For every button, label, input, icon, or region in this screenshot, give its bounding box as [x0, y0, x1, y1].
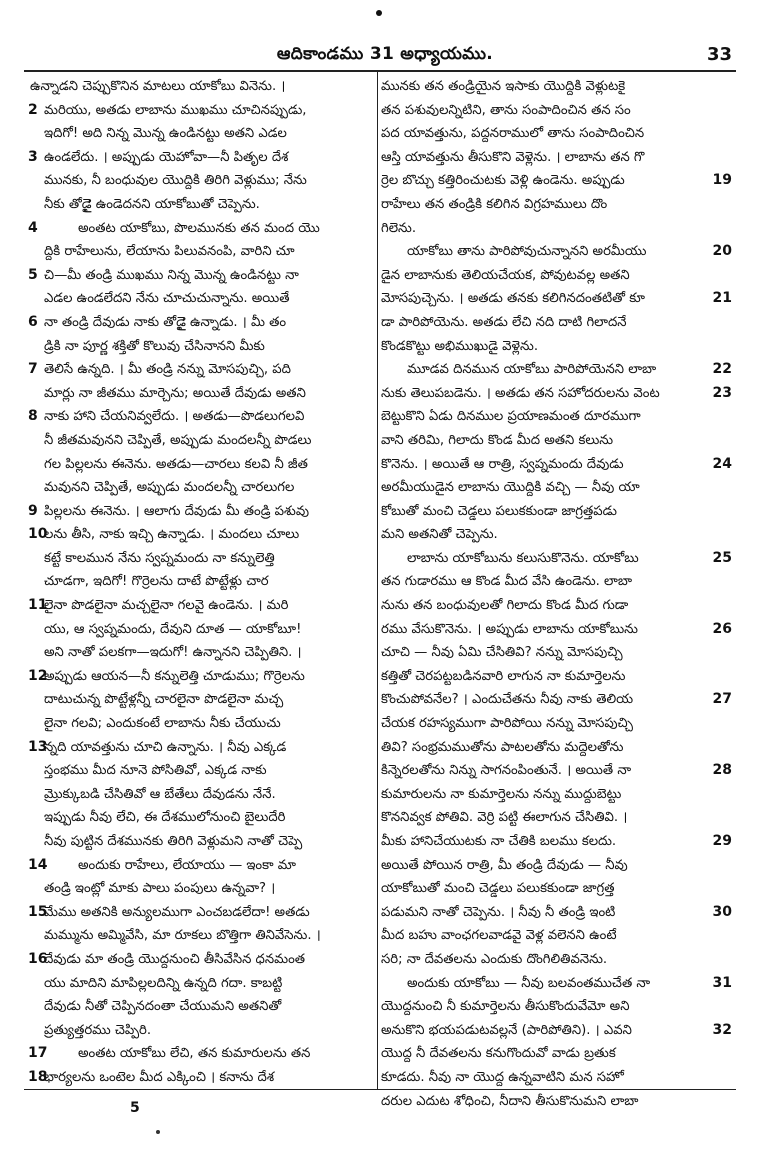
text-line: [381, 806, 732, 830]
verse-number: 13: [28, 738, 48, 755]
text-line: [28, 547, 375, 571]
text-line: [381, 1019, 732, 1043]
text-line: [28, 641, 375, 665]
verse-number: 12: [28, 667, 48, 684]
verse-text: ఉన్నాడని చెప్పుకొనిన మాటలు యాకోబు వినెను. ।: [30, 79, 286, 94]
text-line: [28, 382, 375, 406]
text-line: [381, 405, 732, 429]
verse-text: చి—మీ తండ్రి ముఖము నిన్న మొన్న ఉండినట్టు నా: [44, 267, 299, 283]
verse-text: అరమీయుడైన లాబాను యొద్దికి వచ్చి — నీవు యా: [381, 480, 640, 496]
verse-text: కొండకొట్టు అభిముఖుడై వెళ్లెను.: [381, 338, 539, 354]
verse-number: 20: [712, 243, 732, 260]
verse-text: చూచి — నీవు ఏమి చేసితివి? నన్ను మోసపుచ్చి: [381, 645, 623, 661]
verse-number: 32: [712, 1021, 732, 1038]
text-line: [381, 665, 732, 689]
verse-text: లాబాను యాకోబును కలుసుకొనెను. యాకోబు: [407, 550, 639, 566]
text-line: [28, 948, 375, 972]
text-line: [381, 547, 732, 571]
verse-text: యొద్దనుంచి నీ కుమార్తెలను తీసుకొందువేమో అని: [381, 999, 630, 1015]
text-line: [28, 688, 375, 712]
text-line: [381, 75, 732, 99]
verse-text: లైనా పొడలైనా మచ్చలైనా గలవై ఉండెను. । మరి: [44, 598, 289, 614]
text-line: [381, 948, 732, 972]
verse-number: 26: [712, 620, 732, 637]
verse-number: 23: [712, 384, 732, 401]
text-line: [381, 712, 732, 736]
text-line: [381, 570, 732, 594]
text-line: [381, 854, 732, 878]
verse-text: స్తంభము మీద నూనె పోసితివో, ఎక్కడ నాకు: [44, 763, 267, 779]
verse-text: యొద్ద నీ దేవతలను కనుగొందువో వాడు బ్రతుక: [381, 1046, 616, 1062]
verse-text: తండ్రి ఇంట్లో మాకు పాలు పంపులు ఉన్నవా? ।: [44, 881, 276, 897]
text-line: [381, 453, 732, 477]
column-divider: [377, 70, 378, 1090]
verse-text: దేవుడు మా తండ్రి యొద్దనుంచి తీసివేసిన ధనమంత: [44, 951, 306, 967]
text-line: [28, 146, 375, 170]
text-line: [381, 641, 732, 665]
text-line: [381, 240, 732, 264]
text-line: [381, 193, 732, 217]
verse-number: 28: [712, 762, 732, 779]
verse-text: డ్రికి నా పూర్ణ శక్తితో కొలువు చేసినానని మీకు: [44, 338, 265, 354]
verse-text: కట్టే కాలమున నేను స్వప్నమందు నా కన్నులెత్తి: [44, 550, 275, 566]
verse-text: మూడవ దినమున యాకోబు పారిపోయెనని లాబా: [407, 362, 657, 378]
text-line: [381, 688, 732, 712]
verse-text: డైన లాబానుకు తెలియచేయక, పోవుటవల్ల అతని: [381, 267, 630, 283]
verse-text: అనుకొని భయపడుటవల్లనే (పారిపోతిని). । ఎవని: [381, 1022, 632, 1038]
text-line: [28, 854, 375, 878]
verse-text: కొనెను. । అయితే ఆ రాత్రి, స్వప్నమందు దేవుడు: [381, 456, 624, 472]
verse-text: చేయక రహస్యముగా పారిపోయి నన్ను మోసపుచ్చి: [381, 716, 633, 732]
verse-text: గిలెను.: [381, 220, 417, 236]
verse-text: ర్రెల బొచ్చు కత్తిరించుటకు వెళ్లి ఉండెను. అప్పుడు: [381, 173, 625, 189]
verse-number: 30: [712, 903, 732, 920]
verse-number: 18: [28, 1068, 48, 1085]
verse-number: 22: [712, 361, 732, 378]
verse-text: అప్పుడు ఆయన—నీ కన్నులెత్తి చూడుము; గొర్రెలను: [44, 668, 305, 684]
text-line: [381, 122, 732, 146]
verse-text: కుమారులను నా కుమార్తెలను నన్ను ముద్దుబెట్టు: [381, 786, 622, 802]
text-line: [28, 287, 375, 311]
verse-text: లైనా గలవి; ఎందుకంటే లాబాను నీకు చేయుచు: [44, 716, 281, 732]
text-line: [28, 122, 375, 146]
verse-text: ఎడల ఉండలేదని నేను చూచుచున్నాను. అయితే: [44, 291, 290, 307]
text-line: [28, 712, 375, 736]
verse-text: మునకు తన తండ్రియైన ఇసాకు యొద్దికి వెళ్లుటకై: [381, 79, 626, 94]
text-line: [381, 1042, 732, 1066]
verse-text: మ్రొక్కుబడి చేసితివో ఆ బేతేలు దేవుడను నేనే.: [44, 786, 276, 802]
verse-text: యు, ఆ స్వప్నమందు, దేవుని దూత — యాకోబూ!: [44, 621, 302, 637]
text-line: [381, 901, 732, 925]
verse-text: పద యావత్తును, పద్దనరాములో తాను సంపాదించిన: [381, 126, 645, 142]
verse-text: ఇదిగో! అది నిన్న మొన్న ఉండినట్టు అతని ఎడల: [44, 126, 287, 142]
verse-text: లను తీసి, నాకు ఇచ్చి ఉన్నాడు. । మందలు చూలు: [44, 527, 300, 543]
verse-text: యాకోబుతో మంచి చెడ్డలు పలుకకుండా జాగ్రత్త: [381, 881, 615, 897]
verse-text: మునకు, నీ బంధువుల యొద్దికి తిరిగి వెళ్లుము; నేను: [44, 173, 307, 189]
verse-text: యాకోబు తాను పారిపోవుచున్నానని అరమీయు: [407, 244, 647, 260]
text-line: [28, 1019, 375, 1043]
verse-text: వాని తరిమి, గిలాదు కొండ మీద అతని కలును: [381, 432, 614, 448]
verse-text: నాకు హాని చేయనివ్వలేదు. । అతడు—పొడలుగలవి: [44, 409, 305, 425]
verse-text: సరి; నా దేవతలను ఎందుకు దొంగిలితివనెను.: [381, 951, 608, 967]
verse-text: అయితే పోయిన రాత్రి, మీ తండ్రి దేవుడు — నీవు: [381, 857, 628, 873]
text-line: [381, 594, 732, 618]
verse-number: 29: [712, 833, 732, 849]
text-line: [381, 783, 732, 807]
text-line: [381, 476, 732, 500]
verse-text: మమ్మును అమ్మివేసి, మా రూకలు బొత్తిగా తినివేసెను. ।: [44, 928, 321, 944]
verse-text: నును తన బంధువులతో గిలాదు కొండ మీద గుడా: [381, 598, 629, 614]
verse-text: అందుకు యాకోబు — నీవు బలవంతముచేత నా: [407, 975, 651, 991]
verse-text: తన పశువులన్నిటిని, తాను సంపాదించిన తన సం: [381, 102, 631, 118]
verse-text: న్నది యావత్తును చూచి ఉన్నాను. । నీవు ఎక్కడ: [44, 739, 287, 755]
verse-number: 24: [712, 455, 732, 472]
text-line: [28, 169, 375, 193]
text-line: [28, 1066, 375, 1090]
verse-number: 27: [712, 691, 732, 708]
verse-text: కోబుతో మంచి చెడ్డలు పలుకకుండా జాగ్రత్తపడు: [381, 503, 617, 519]
verse-text: ఆస్తి యావత్తును తీసుకొని వెళ్లెను. । లాబాను తన గొ: [381, 149, 645, 165]
text-line: [28, 75, 375, 99]
verse-text: పడుమని నాతో చెప్పెను. । నీవు నీ తండ్రి ఇంటి: [381, 904, 616, 920]
top-dot: [376, 10, 382, 16]
text-line: [28, 618, 375, 642]
verse-text: మరియు, అతడు లాబాను ముఖము చూచినప్పుడు,: [44, 102, 307, 118]
text-line: [381, 311, 732, 335]
footer-dot: [156, 1130, 160, 1134]
text-line: [28, 783, 375, 807]
text-line: [381, 972, 732, 996]
text-line: [28, 500, 375, 524]
text-line: [28, 99, 375, 123]
text-line: [381, 1090, 732, 1114]
verse-text: పిల్లలను ఈనెను. । ఆలాగు దేవుడు మీ తండ్రి పశువు: [44, 503, 310, 519]
text-line: [381, 523, 732, 547]
right-column: [381, 75, 732, 1109]
verse-number: 7: [28, 361, 38, 378]
text-line: [28, 240, 375, 264]
text-line: [381, 759, 732, 783]
verse-text: నా తండ్రి దేవుడు నాకు తోడైై ఉన్నాడు. । మీ తం: [44, 314, 287, 330]
verse-text: ద్దికి రాహేలును, లేయాను పిలువనంపి, వారిని చూ: [44, 244, 295, 260]
verse-number: 21: [712, 290, 732, 307]
text-line: [381, 99, 732, 123]
verse-number: 9: [28, 502, 38, 519]
text-line: [381, 429, 732, 453]
text-line: [381, 217, 732, 241]
verse-text: మోసపుచ్చెను. । అతడు తనకు కలిగినదంతటితో కూ: [381, 291, 645, 307]
text-line: [28, 217, 375, 241]
text-line: [381, 335, 732, 359]
verse-number: 25: [712, 549, 732, 566]
text-line: [28, 759, 375, 783]
text-line: [28, 1042, 375, 1066]
text-line: [28, 806, 375, 830]
verse-text: అని నాతో పలకగా—ఇదుగో! ఉన్నానని చెప్పితిని. ।: [44, 645, 302, 661]
verse-text: గల పిల్లలను ఈనెను. అతడు—చారలు కలవి నీ జీత: [44, 456, 308, 472]
verse-text: నుకు తెలుపబడెను. । అతడు తన సహోదరులను వెంట: [381, 385, 660, 401]
verse-text: బెట్టుకొని ఏడు దినముల ప్రయాణమంత దూరముగా: [381, 409, 641, 425]
running-head: [0, 38, 760, 68]
verse-text: తన గుడారము ఆ కొండ మీద వేసి ఉండెను. లాబా: [381, 574, 632, 590]
verse-number: 5: [28, 266, 38, 283]
verse-number: 4: [28, 219, 38, 236]
verse-number: 17: [28, 1045, 48, 1062]
verse-text: కూడదు. నీవు నా యొద్ద ఉన్నవాటిని మన సహో: [381, 1069, 624, 1085]
verse-text: ప్రత్యుత్తరము చెప్పిరి.: [44, 1022, 152, 1038]
verse-text: తివి? సంభ్రమముతోను పాటలతోను మద్దెలతోను: [381, 739, 624, 755]
text-line: [381, 1066, 732, 1090]
page-number: 33: [706, 44, 732, 65]
verse-number: 19: [712, 172, 732, 189]
text-line: [381, 995, 732, 1019]
verse-text: రము వేసుకొనెను. । అప్పుడు లాబాను యాకోబును: [381, 621, 638, 637]
text-line: [381, 146, 732, 170]
text-line: [28, 877, 375, 901]
text-line: [381, 264, 732, 288]
verse-number: 11: [28, 597, 48, 614]
verse-text: దేవుడు నీతో చెప్పినదంతా చేయుమని అతనితో: [44, 999, 282, 1015]
text-line: [381, 830, 732, 854]
verse-text: దాటుచున్న పొట్టేళ్లన్నీ చారలైనా పొడలైనా మచ్చ: [44, 692, 284, 708]
text-line: [28, 830, 375, 854]
verse-text: భార్యలను ఒంటెల మీద ఎక్కించి । కనాను దేశ: [44, 1069, 275, 1085]
text-line: [381, 358, 732, 382]
text-line: [381, 169, 732, 193]
text-line: [381, 382, 732, 406]
verse-text: ఇప్పుడు నీవు లేచి, ఈ దేశములోనుంచి బైలుదేరి: [44, 810, 286, 826]
verse-text: మీద బహు వాంఛగలవాడవై వెళ్ల వలెనని ఉంటే: [381, 928, 617, 944]
verse-number: 2: [28, 101, 38, 118]
text-line: [28, 523, 375, 547]
verse-text: నీవు పుట్టిన దేశమునకు తిరిగి వెళ్లుమని నాతో చెప్పె: [44, 834, 303, 849]
text-line: [28, 193, 375, 217]
text-line: [28, 264, 375, 288]
verse-text: కిన్నెరలతోను నిన్ను సాగనంపింతునే. । అయితే నా: [381, 763, 632, 779]
verse-text: నీ జీతమవునని చెప్పితే, అప్పుడు మందలన్నీ పొడలు: [44, 432, 312, 448]
text-line: [28, 335, 375, 359]
text-line: [381, 287, 732, 311]
verse-number: 14: [28, 856, 48, 873]
text-line: [28, 429, 375, 453]
text-line: [381, 618, 732, 642]
verse-text: మీకు హానిచేయుటకు నా చేతికి బలము కలదు.: [381, 834, 617, 849]
verse-text: రాహేలు తన తండ్రికి కలిగిన విగ్రహములు దొం: [381, 196, 608, 212]
text-line: [28, 736, 375, 760]
verse-text: అంతట యాకోబు లేచి, తన కుమారులను తన: [78, 1046, 311, 1062]
text-line: [28, 995, 375, 1019]
text-line: [28, 972, 375, 996]
text-line: [28, 665, 375, 689]
verse-number: 6: [28, 313, 38, 330]
left-column: [28, 75, 375, 1087]
verse-text: అంతట యాకోబు, పొలమునకు తన మంద యొ: [78, 220, 320, 236]
verse-text: కత్తితో చెరపట్టబడినవారి లాగున నా కుమార్తెలను: [381, 668, 626, 684]
verse-number: 8: [28, 408, 38, 425]
verse-text: మని అతనితో చెప్పెను.: [381, 527, 498, 543]
text-line: [28, 594, 375, 618]
text-line: [28, 311, 375, 335]
verse-text: దరుల ఎదుట శోధించి, నీదాని తీసుకొనుమని లాబా: [381, 1093, 639, 1109]
verse-text: తెలిసే ఉన్నది. । మీ తండ్రి నన్ను మోసపుచ్చి, పది: [44, 362, 291, 378]
text-line: [28, 570, 375, 594]
text-line: [28, 476, 375, 500]
signature-mark: 5: [130, 1100, 140, 1116]
text-line: [28, 901, 375, 925]
verse-text: మేము అతనికి అన్యులముగా ఎంచబడలేదా! అతడు: [44, 904, 310, 920]
verse-text: మార్లు నా జీతము మార్చెను; అయితే దేవుడు అతని: [44, 385, 306, 401]
text-line: [28, 358, 375, 382]
verse-text: డా పారిపోయెను. అతడు లేచి నది దాటి గిలాదనే: [381, 314, 627, 330]
page-title: ఆదికాండము 31 అధ్యాయము.: [276, 44, 494, 64]
verse-text: ఉండలేదు. । అప్పుడు యెహోవా—నీ పితృల దేశ: [44, 149, 289, 165]
text-line: [381, 736, 732, 760]
text-line: [28, 453, 375, 477]
text-line: [381, 877, 732, 901]
verse-text: అందుకు రాహేలు, లేయాయు — ఇంకా మా: [78, 857, 296, 873]
text-line: [28, 405, 375, 429]
header-rule: [24, 70, 736, 72]
verse-text: మవునని చెప్పితే, అప్పుడు మందలన్నీ చారలుగల: [44, 480, 295, 496]
verse-text: చూడగా, ఇదిగో! గొర్రెలను దాటే పొట్టేళ్లు చార: [44, 574, 269, 590]
verse-number: 10: [28, 526, 48, 543]
verse-text: కొంచుపోవనేల? । ఎందుచేతను నీవు నాకు తెలియ: [381, 692, 634, 708]
verse-text: యు మాదిని మాపిల్లలదిన్ని ఉన్నది గదా. కాబట్టి: [44, 975, 283, 991]
verse-number: 31: [712, 974, 732, 991]
text-line: [381, 500, 732, 524]
verse-text: కొననివ్వక పోతివి. వెర్రి పట్టి ఈలాగున చేసితివి. ।: [381, 810, 628, 826]
verse-text: నీకు తోడైై ఉండెదనని యాకోబుతో చెప్పెను.: [44, 196, 260, 212]
text-line: [28, 924, 375, 948]
verse-number: 16: [28, 950, 48, 967]
text-line: [381, 924, 732, 948]
verse-number: 3: [28, 148, 38, 165]
verse-number: 15: [28, 903, 48, 920]
